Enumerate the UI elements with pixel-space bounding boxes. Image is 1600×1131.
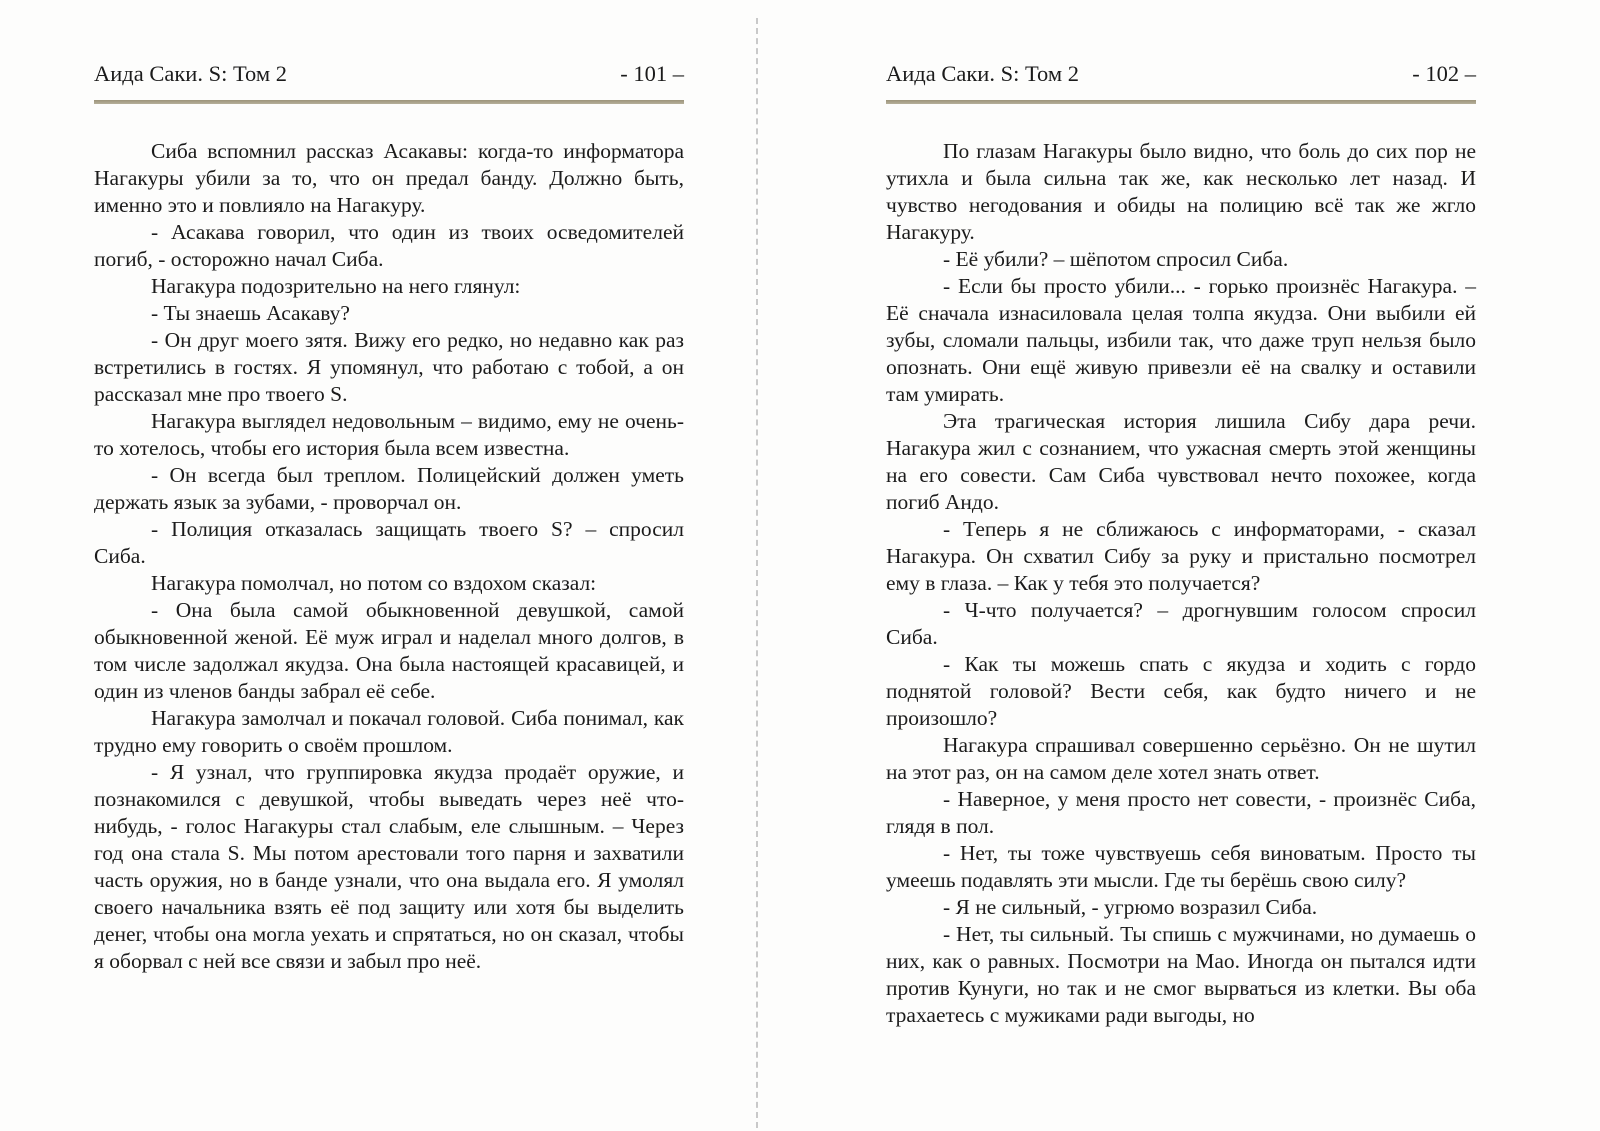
paragraph: Нагакура выглядел недовольным – видимо, ему не очень-то хотелось, чтобы его история была всем известна. [94, 409, 684, 460]
paragraph: - Ч-что получается? – дрогнувшим голосом спросил Сиба. [886, 598, 1476, 649]
page-divider [756, 18, 758, 1128]
paragraph: - Я узнал, что группировка якудза продаёт оружие, и познакомился с девушкой, чтобы выведать через неё что-нибудь, - голос Нагакуры стал слабым, еле слышным. – Через год она стала S. Мы потом арестовали того парня и захватили часть оружия, но в банде узнали, что она выдала его. Я умолял своего начальника взять её под защиту или хотя бы выделить денег, чтобы она могла уехать и спрятаться, но он сказал, чтобы я оборвал с ней все связи и забыл про неё. [94, 760, 684, 973]
paragraph: Нагакура подозрительно на него глянул: [151, 274, 521, 298]
page-number: - 101 – [620, 61, 684, 86]
paragraph: Нагакура спрашивал совершенно серьёзно. Он не шутил на этот раз, он на самом деле хотел знать ответ. [886, 733, 1476, 784]
paragraph: По глазам Нагакуры было видно, что боль до сих пор не утихла и была сильна так же, как несколько лет назад. И чувство негодования и обиды на полицию всё так же жгло Нагакуру. [886, 139, 1476, 244]
page-number: - 102 – [1412, 61, 1476, 86]
paragraph: Эта трагическая история лишила Сибу дара речи. Нагакура жил с сознанием, что ужасная смерть этой женщины на его совести. Сам Сиба чувствовал нечто похожее, когда погиб Андо. [886, 409, 1476, 514]
paragraph: - Если бы просто убили... - горько произнёс Нагакура. – Её сначала изнасиловала целая толпа якудза. Они выбили ей зубы, сломали пальцы, избили так, что даже труп нельзя было опознать. Они ещё живую привезли её на свалку и оставили там умирать. [886, 274, 1476, 406]
header-rule [94, 100, 684, 104]
paragraph: - Нет, ты тоже чувствуешь себя виноватым. Просто ты умеешь подавлять эти мысли. Где ты берёшь свою силу? [886, 841, 1476, 892]
header-rule [886, 100, 1476, 104]
paragraph: - Она была самой обыкновенной девушкой, самой обыкновенной женой. Её муж играл и наделал много долгов, в том числе задолжал якудза. Она была настоящей красавицей, и один из членов банды забрал её себе. [94, 598, 684, 703]
paragraph: Нагакура замолчал и покачал головой. Сиба понимал, как трудно ему говорить о своём прошлом. [94, 706, 684, 757]
paragraph: - Он друг моего зятя. Вижу его редко, но недавно как раз встретились в гостях. Я упомянул, что работаю с тобой, а он рассказал мне про твоего S. [94, 328, 684, 406]
paragraph: - Нет, ты сильный. Ты спишь с мужчинами, но думаешь о них, как о равных. Посмотри на Мао. Иногда он пытался идти против Кунуги, но так и не смог вырваться из клетки. Вы оба трахаетесь с мужиками ради выгоды, но [886, 922, 1476, 1027]
page-body [886, 138, 1476, 1029]
page-102 [800, 0, 1600, 1131]
paragraph: - Её убили? – шёпотом спросил Сиба. [943, 247, 1289, 271]
paragraph: - Ты знаешь Асакаву? [151, 301, 350, 325]
page-header [94, 60, 684, 88]
paragraph: - Полиция отказалась защищать твоего S? – спросил Сиба. [94, 517, 684, 568]
paragraph: - Теперь я не сближаюсь с информаторами, - сказал Нагакура. Он схватил Сибу за руку и пристально посмотрел ему в глаза. – Как у тебя это получается? [886, 517, 1476, 595]
paragraph: - Как ты можешь спать с якудза и ходить с гордо поднятой головой? Вести себя, как будто ничего и не произошло? [886, 652, 1476, 730]
paragraph: - Асакава говорил, что один из твоих осведомителей погиб, - осторожно начал Сиба. [94, 220, 684, 271]
book-title: Аида Саки. S: Том 2 [886, 61, 1079, 86]
paragraph: - Наверное, у меня просто нет совести, - произнёс Сиба, глядя в пол. [886, 787, 1476, 838]
book-title: Аида Саки. S: Том 2 [94, 61, 287, 86]
paragraph: Нагакура помолчал, но потом со вздохом сказал: [151, 571, 597, 595]
page-body [94, 138, 684, 975]
page-header [886, 60, 1476, 88]
paragraph: - Я не сильный, - угрюмо возразил Сиба. [943, 895, 1318, 919]
paragraph: - Он всегда был треплом. Полицейский должен уметь держать язык за зубами, - проворчал он. [94, 463, 684, 514]
paragraph: Сиба вспомнил рассказ Асакавы: когда-то информатора Нагакуры убили за то, что он предал банду. Должно быть, именно это и повлияло на Нагакуру. [94, 139, 684, 217]
